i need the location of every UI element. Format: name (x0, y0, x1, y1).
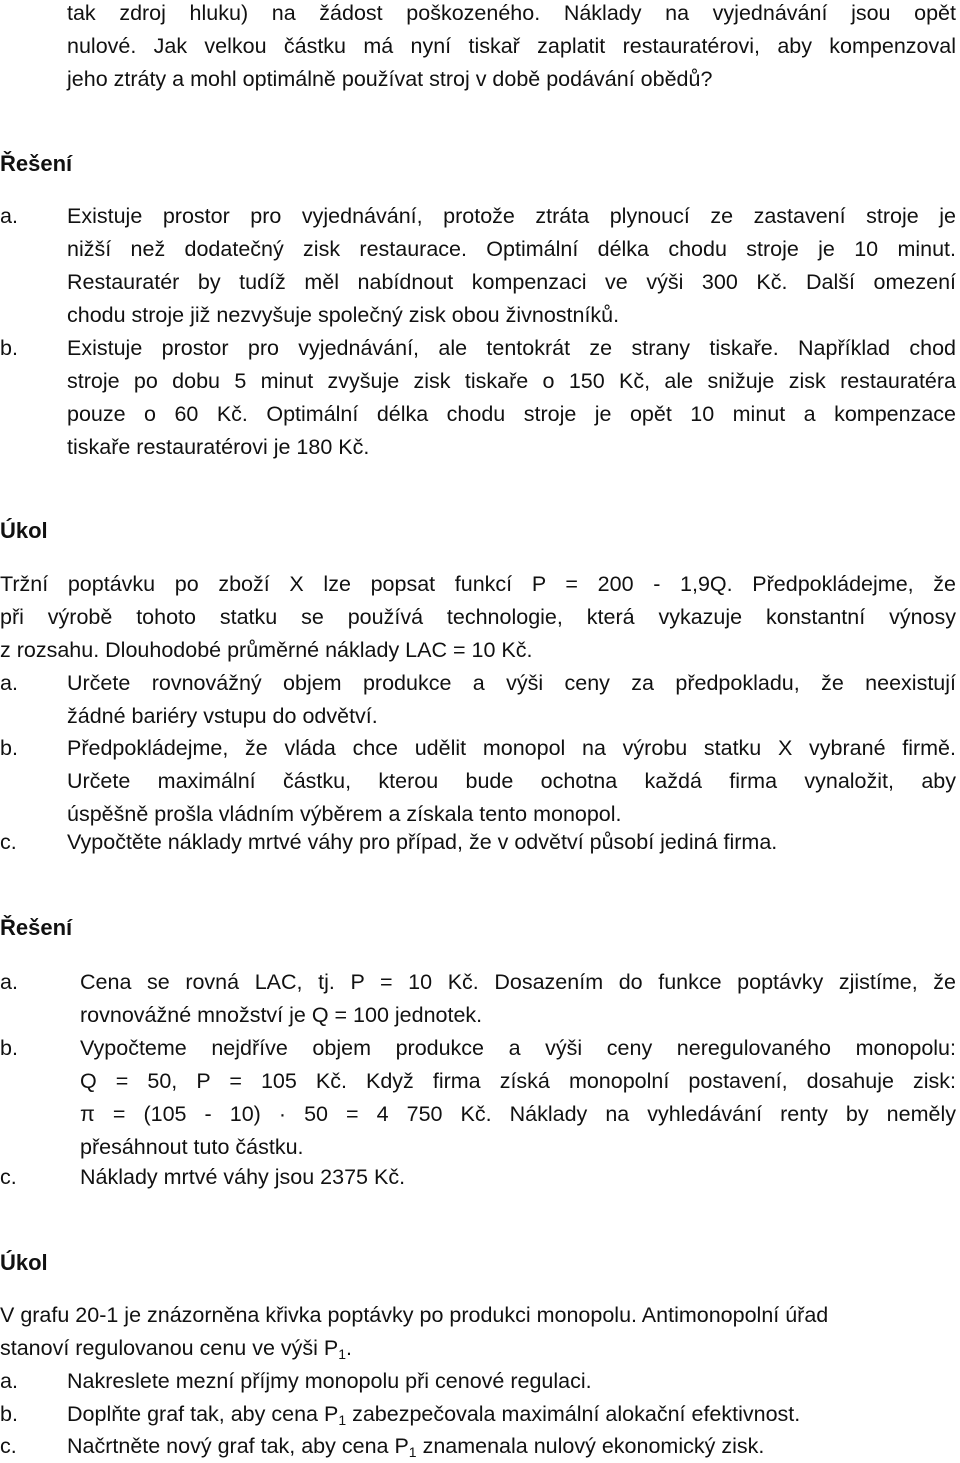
item-label: a. (0, 671, 18, 695)
solution-item-b (80, 1032, 956, 1164)
text-line: stroje po dobu 5 minut zvyšuje zisk tiskaře o 150 Kč, ale snižuje zisk restauratéra (67, 369, 956, 393)
solution-item-c (80, 1161, 956, 1194)
text-line: chodu stroje již nezvyšuje společný zisk obou živnostníků. (67, 303, 620, 327)
text-line: Vypočteme nejdříve objem produkce a výši ceny neregulovaného monopolu: (80, 1036, 956, 1060)
subscript: 1 (338, 1346, 347, 1362)
text-line: Cena se rovná LAC, tj. P = 10 Kč. Dosazením do funkce poptávky zjistíme, že (80, 970, 956, 994)
item-label: c. (0, 1434, 17, 1458)
item-label: b. (0, 1036, 18, 1060)
text-fragment: Načrtněte nový graf tak, aby cena P (67, 1434, 409, 1458)
text-line: jeho ztráty a mohl optimálně používat stroj v době podávání obědů? (67, 67, 713, 91)
text-line: Určete rovnovážný objem produkce a výši ceny za předpokladu, že neexistují (67, 671, 956, 695)
item-label: c. (0, 830, 17, 854)
text-line: Vypočtěte náklady mrtvé váhy pro případ, že v odvětví působí jediná firma. (67, 830, 778, 854)
text-line: Existuje prostor pro vyjednávání, ale tentokrát ze strany tiskaře. Například chod (67, 336, 956, 360)
item-label: c. (0, 1165, 17, 1189)
text-line (0, 1332, 956, 1365)
task-item-c (67, 826, 956, 859)
task-item-a (67, 667, 956, 733)
solution-item-a (67, 200, 956, 332)
item-label: a. (0, 204, 18, 228)
text-line: pouze o 60 Kč. Optimální délka chodu stroje je opět 10 minut a kompenzace (67, 402, 956, 426)
subscript: 1 (338, 1412, 347, 1428)
text-line: rovnovážné množství je Q = 100 jednotek. (80, 1003, 483, 1027)
item-label: a. (0, 1369, 18, 1393)
text-line: Náklady mrtvé váhy jsou 2375 Kč. (80, 1165, 406, 1189)
intro-paragraph (67, 0, 956, 96)
task-heading: Úkol (0, 1250, 48, 1275)
text-line: Q = 50, P = 105 Kč. Když firma získá monopolní postavení, dosahuje zisk: (80, 1069, 956, 1093)
solution-item-a (80, 966, 956, 1032)
text-line: Existuje prostor pro vyjednávání, protože ztráta plynoucí ze zastavení stroje je (67, 204, 956, 228)
item-label: b. (0, 1402, 18, 1426)
text-fragment: Doplňte graf tak, aby cena P (67, 1402, 339, 1426)
text-line (67, 1398, 956, 1431)
solution-heading: Řešení (0, 151, 73, 176)
item-label: b. (0, 336, 18, 360)
text-fragment: stanoví regulovanou cenu ve výši P (0, 1336, 339, 1360)
text-line: Předpokládejme, že vláda chce udělit monopol na výrobu statku X vybrané firmě. (67, 736, 956, 760)
text-line: Určete maximální částku, kterou bude ochotna každá firma vynaložit, aby (67, 769, 956, 793)
task-heading: Úkol (0, 518, 48, 543)
item-label: a. (0, 970, 18, 994)
text-line: V grafu 20-1 je znázorněna křivka poptávky po produkci monopolu. Antimonopolní úřad (0, 1303, 829, 1327)
task-item-a (67, 1365, 956, 1398)
text-line: tak zdroj hluku) na žádost poškozeného. Náklady na vyjednávání jsou opět (67, 1, 956, 25)
text-line (67, 1430, 956, 1463)
text-line: žádné bariéry vstupu do odvětví. (67, 704, 378, 728)
task-item-b (67, 732, 956, 831)
task-item-b (67, 1398, 956, 1431)
text-fragment: znamenala nulový ekonomický zisk. (416, 1434, 765, 1458)
text-line: přesáhnout tuto částku. (80, 1135, 304, 1159)
text-line: z rozsahu. Dlouhodobé průměrné náklady LAC = 10 Kč. (0, 638, 533, 662)
text-line: π = (105 - 10) · 50 = 4 750 Kč. Náklady na vyhledávání renty by neměly (80, 1102, 956, 1126)
item-label: b. (0, 736, 18, 760)
text-line: při výrobě tohoto statku se používá technologie, která vykazuje konstantní výnosy (0, 605, 956, 629)
text-line: Nakreslete mezní příjmy monopolu při cenové regulaci. (67, 1369, 592, 1393)
text-fragment: zabezpečovala maximální alokační efektivnost. (346, 1402, 801, 1426)
task-intro (0, 568, 956, 667)
text-line: nižší než dodatečný zisk restaurace. Optimální délka chodu stroje je 10 minut. (67, 237, 956, 261)
task-intro (0, 1299, 956, 1365)
text-line: nulové. Jak velkou částku má nyní tiskař zaplatit restauratérovi, aby kompenzoval (67, 34, 956, 58)
text-fragment: . (346, 1336, 353, 1360)
text-line: úspěšně prošla vládním výběrem a získala tento monopol. (67, 802, 622, 826)
text-line: Restauratér by tudíž měl nabídnout kompenzaci ve výši 300 Kč. Další omezení (67, 270, 956, 294)
subscript: 1 (408, 1444, 417, 1460)
task-item-c (67, 1430, 956, 1463)
solution-item-b (67, 332, 956, 464)
text-line: tiskaře restauratérovi je 180 Kč. (67, 435, 370, 459)
text-line: Tržní poptávku po zboží X lze popsat funkcí P = 200 - 1,9Q. Předpokládejme, že (0, 572, 956, 596)
solution-heading: Řešení (0, 915, 73, 940)
